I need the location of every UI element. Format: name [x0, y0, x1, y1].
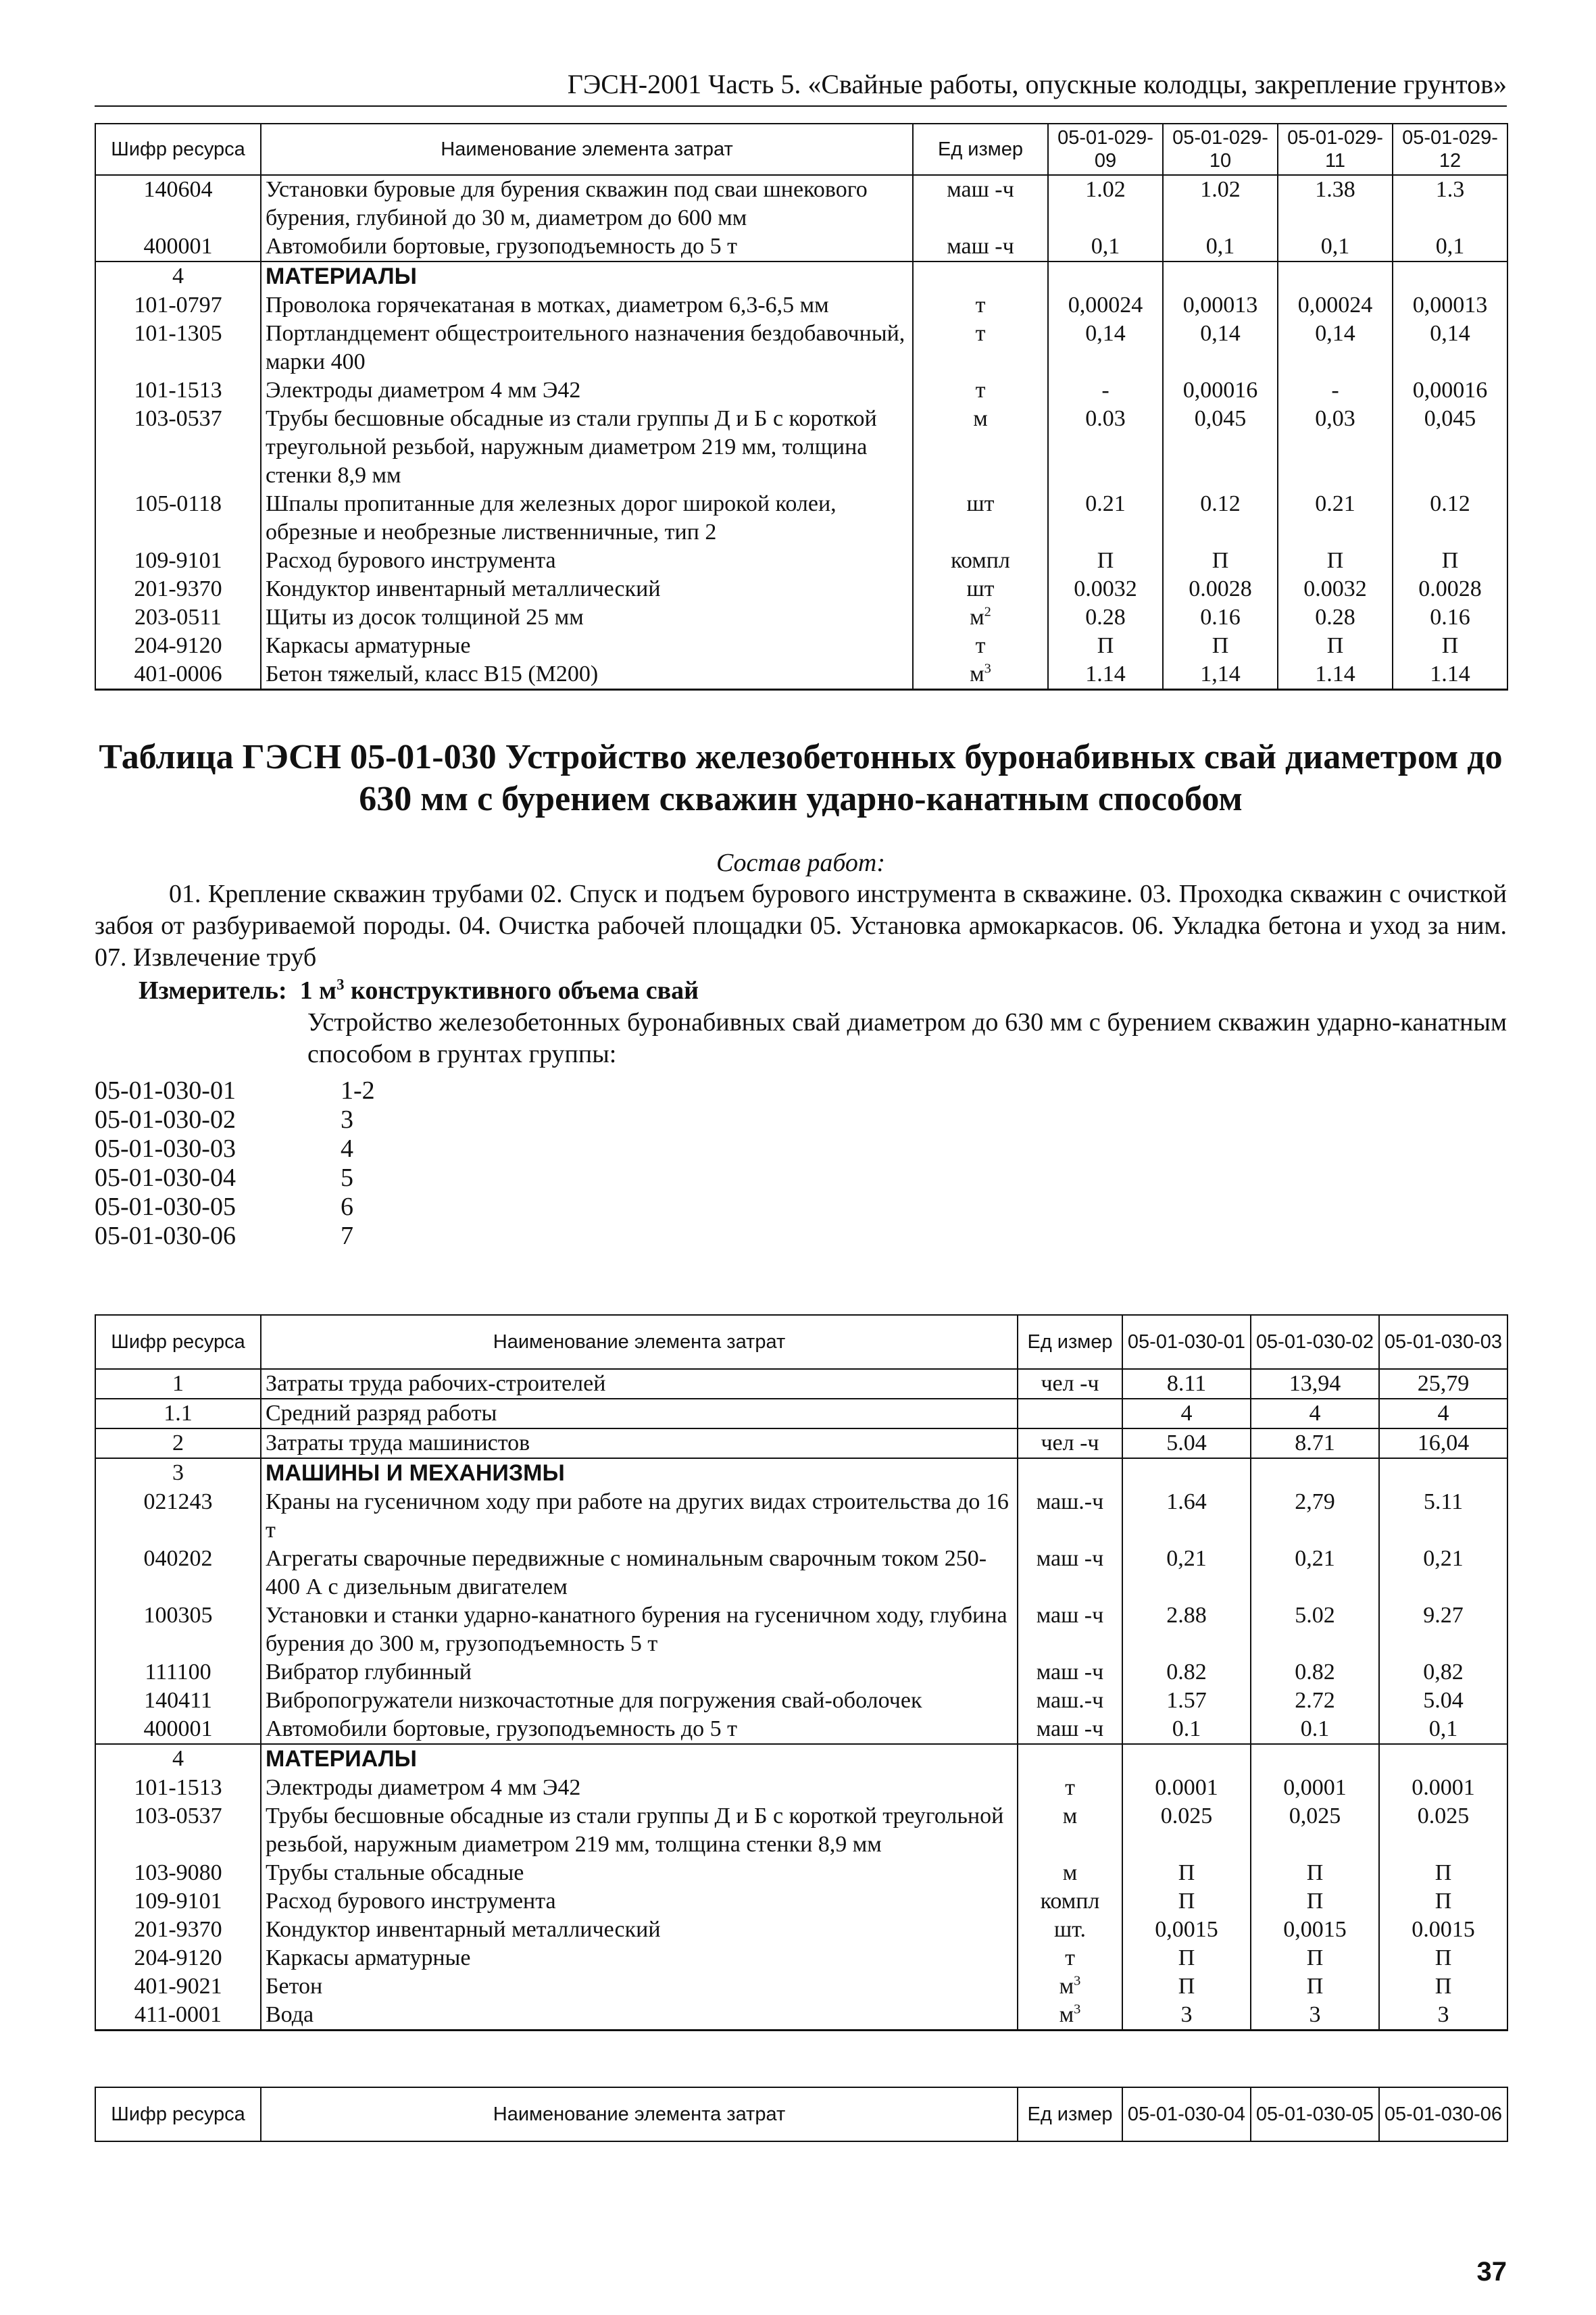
resource-code-cell: 105-0118 — [95, 490, 261, 547]
norm-value-cell: 5.04 — [1379, 1687, 1507, 1715]
resource-code-cell: 140411 — [95, 1687, 261, 1715]
norm-value-cell — [1251, 1744, 1379, 1774]
norm-value-cell: П — [1379, 1972, 1507, 2001]
norm-value-cell: П — [1251, 1972, 1379, 2001]
norm-value-cell: 1.64 — [1122, 1488, 1251, 1545]
unit-cell — [913, 262, 1048, 291]
unit-cell: маш -ч — [1018, 1601, 1122, 1658]
norm-value-cell: 1,14 — [1163, 660, 1278, 690]
resource-code-cell: 101-1513 — [95, 1774, 261, 1802]
norm-value-cell: 0.16 — [1393, 603, 1507, 632]
norm-value-cell: 8.11 — [1122, 1369, 1251, 1399]
col-header-name: Наименование элемента затрат — [261, 124, 913, 175]
section-heading-cell: МАШИНЫ И МЕХАНИЗМЫ — [261, 1458, 1018, 1488]
norm-value-cell: П — [1278, 547, 1393, 575]
norm-value-cell: 0,00013 — [1163, 291, 1278, 320]
unit-cell: маш -ч — [1018, 1658, 1122, 1687]
resource-code-cell: 4 — [95, 1744, 261, 1774]
norm-value-cell: 0,045 — [1393, 405, 1507, 490]
resource-code-cell: 040202 — [95, 1545, 261, 1601]
norm-value-cell: 0.0032 — [1048, 575, 1163, 603]
resource-code-cell: 400001 — [95, 232, 261, 262]
norm-value-cell: 0,82 — [1379, 1658, 1507, 1687]
norm-value-cell: 0,00016 — [1393, 376, 1507, 405]
unit-cell: чел -ч — [1018, 1369, 1122, 1399]
norm-value-cell — [1122, 1458, 1251, 1488]
col-header-norm: 05-01-030-01 — [1122, 1315, 1251, 1369]
header-rule — [95, 105, 1507, 107]
resource-name-cell: Затраты труда машинистов — [261, 1428, 1018, 1458]
resource-code-cell: 103-0537 — [95, 405, 261, 490]
table-row — [95, 632, 1507, 660]
norm-value-cell — [1251, 1458, 1379, 1488]
resource-code-cell: 103-9080 — [95, 1859, 261, 1887]
resource-name-cell: Автомобили бортовые, грузоподъемность до 5 т — [261, 232, 913, 262]
norm-value-cell: 1.14 — [1048, 660, 1163, 690]
resource-name-cell: Каркасы арматурные — [261, 1944, 1018, 1972]
norm-value-cell: П — [1393, 547, 1507, 575]
table-row — [95, 1774, 1507, 1802]
norm-value-cell: 2.72 — [1251, 1687, 1379, 1715]
resource-name-cell: Шпалы пропитанные для железных дорог широкой колеи, обрезные и необрезные лиственничные, тип 2 — [261, 490, 913, 547]
unit-cell: чел -ч — [1018, 1428, 1122, 1458]
unit-cell — [1018, 1744, 1122, 1774]
unit-cell: маш -ч — [1018, 1545, 1122, 1601]
col-header-code: Шифр ресурса — [95, 124, 261, 175]
table-row — [95, 1944, 1507, 1972]
table-row — [95, 1601, 1507, 1658]
resource-code-cell: 021243 — [95, 1488, 261, 1545]
resource-code-cell: 101-1305 — [95, 320, 261, 376]
unit-cell: маш -ч — [1018, 1715, 1122, 1744]
norm-description: Устройство железобетонных буронабивных свай диаметром до 630 мм с бурением скважин ударно-канатным способом в грунтах группы: — [307, 1008, 1507, 1068]
col-header-unit: Ед измер — [1018, 1315, 1122, 1369]
col-header-norm: 05-01-029-10 — [1163, 124, 1278, 175]
norm-value-cell: 9.27 — [1379, 1601, 1507, 1658]
table-row — [95, 1428, 1507, 1458]
resource-code-cell: 109-9101 — [95, 547, 261, 575]
norm-value-cell: 0,1 — [1163, 232, 1278, 262]
norm-value-cell: 16,04 — [1379, 1428, 1507, 1458]
col-header-code: Шифр ресурса — [95, 2087, 261, 2141]
norm-value-cell: 1.3 — [1393, 175, 1507, 232]
norm-value-cell: П — [1122, 1972, 1251, 2001]
meter-label: Измеритель: — [139, 976, 287, 1005]
unit-cell: т — [913, 632, 1048, 660]
composition-text: 01. Крепление скважин трубами 02. Спуск и подъем бурового инструмента в скважине. 03. Проходка скважин с очисткой забоя от разбуриваемой породы. 04. Очистка рабочей площадки 05. Установка армокаркасов. 06. Укладка бетона и уход за ним. 07. Извлечение труб — [95, 880, 1507, 972]
unit-cell: маш.-ч — [1018, 1488, 1122, 1545]
resource-code-cell: 400001 — [95, 1715, 261, 1744]
table-row — [95, 1458, 1507, 1488]
norm-value-cell: 0,14 — [1048, 320, 1163, 376]
table-header-row — [95, 2087, 1507, 2141]
resource-name-cell: Краны на гусеничном ходу при работе на других видах строительства до 16 т — [261, 1488, 1018, 1545]
resource-name-cell: Трубы бесшовные обсадные из стали группы Д и Б с короткой треугольной резьбой, наружным диаметром 219 мм, толщина стенки 8,9 мм — [261, 1802, 1018, 1859]
resource-name-cell: Установки и станки ударно-канатного бурения на гусеничном ходу, глубина бурения до 300 м, грузоподъемность 5 т — [261, 1601, 1018, 1658]
norm-value-cell — [1048, 262, 1163, 291]
resource-name-cell: Вода — [261, 2001, 1018, 2031]
norm-value-cell: 0.82 — [1122, 1658, 1251, 1687]
table-row — [95, 660, 1507, 690]
norm-value-cell: 4 — [1379, 1399, 1507, 1428]
col-header-norm: 05-01-030-02 — [1251, 1315, 1379, 1369]
norm-value-cell: П — [1048, 632, 1163, 660]
norm-value-cell: 25,79 — [1379, 1369, 1507, 1399]
resource-name-cell: Расход бурового инструмента — [261, 1887, 1018, 1916]
resource-code-cell: 109-9101 — [95, 1887, 261, 1916]
section-heading-cell: МАТЕРИАЛЫ — [261, 262, 913, 291]
norm-value-cell: П — [1379, 1859, 1507, 1887]
norm-value-cell: 0,1 — [1379, 1715, 1507, 1744]
norm-value-cell: 0.025 — [1379, 1802, 1507, 1859]
norm-value-cell: 0.0001 — [1122, 1774, 1251, 1802]
resource-code-cell: 411-0001 — [95, 2001, 261, 2031]
norm-value-cell: 0.0015 — [1379, 1916, 1507, 1944]
list-item: 05-01-030-03 4 — [95, 1135, 353, 1163]
unit-cell: $м^3$ — [1018, 2001, 1122, 2031]
table-row — [95, 575, 1507, 603]
unit-cell: шт — [913, 575, 1048, 603]
resource-code-cell: 201-9370 — [95, 575, 261, 603]
table-row — [95, 405, 1507, 490]
table-row — [95, 547, 1507, 575]
unit-cell: т — [1018, 1774, 1122, 1802]
unit-cell: маш -ч — [913, 175, 1048, 232]
table-row — [95, 490, 1507, 547]
resource-code-cell: 204-9120 — [95, 1944, 261, 1972]
norm-value-cell: 8.71 — [1251, 1428, 1379, 1458]
resource-table-030-a — [95, 1314, 1508, 2031]
norm-value-cell: 0.1 — [1251, 1715, 1379, 1744]
unit-cell: м — [913, 405, 1048, 490]
resource-code-cell: 111100 — [95, 1658, 261, 1687]
unit-cell — [1018, 1458, 1122, 1488]
table-row — [95, 1399, 1507, 1428]
norm-value-cell: П — [1393, 632, 1507, 660]
norm-value-cell: 5.02 — [1251, 1601, 1379, 1658]
norm-value-cell: П — [1251, 1887, 1379, 1916]
list-item: 05-01-030-05 6 — [95, 1193, 353, 1221]
resource-code-cell: 2 — [95, 1428, 261, 1458]
resource-code-cell: 3 — [95, 1458, 261, 1488]
table-row — [95, 1715, 1507, 1744]
list-item: 05-01-030-06 7 — [95, 1222, 353, 1250]
norm-value-cell: П — [1048, 547, 1163, 575]
resource-name-cell: Вибропогружатели низкочастотные для погружения свай-оболочек — [261, 1687, 1018, 1715]
resource-code-cell: 201-9370 — [95, 1916, 261, 1944]
resource-name-cell: Агрегаты сварочные передвижные с номинальным сварочным током 250-400 А с дизельным двигателем — [261, 1545, 1018, 1601]
table-row — [95, 262, 1507, 291]
norm-value-cell: 0.12 — [1163, 490, 1278, 547]
resource-code-cell: 203-0511 — [95, 603, 261, 632]
unit-cell: $м^3$ — [1018, 1972, 1122, 2001]
table-row — [95, 1488, 1507, 1545]
norm-value-cell: П — [1163, 547, 1278, 575]
unit-cell: шт. — [1018, 1916, 1122, 1944]
norm-value-cell: 0.28 — [1278, 603, 1393, 632]
resource-code-cell: 140604 — [95, 175, 261, 232]
table-row — [95, 603, 1507, 632]
col-header-norm: 05-01-029-09 — [1048, 124, 1163, 175]
table-row — [95, 1369, 1507, 1399]
resource-code-cell: 4 — [95, 262, 261, 291]
norm-code-list — [95, 1076, 375, 1251]
norm-value-cell: 2.88 — [1122, 1601, 1251, 1658]
norm-value-cell: 0.1 — [1122, 1715, 1251, 1744]
col-header-code: Шифр ресурса — [95, 1315, 261, 1369]
norm-value-cell — [1393, 262, 1507, 291]
norm-value-cell: 0,14 — [1393, 320, 1507, 376]
resource-code-cell: 101-1513 — [95, 376, 261, 405]
unit-cell: м — [1018, 1802, 1122, 1859]
norm-value-cell: 0.16 — [1163, 603, 1278, 632]
col-header-name: Наименование элемента затрат — [261, 2087, 1018, 2141]
norm-value-cell: 0.0028 — [1163, 575, 1278, 603]
page-number: 37 — [1476, 2257, 1507, 2287]
section-heading-cell: МАТЕРИАЛЫ — [261, 1744, 1018, 1774]
norm-value-cell: 0,21 — [1251, 1545, 1379, 1601]
col-header-unit: Ед измер — [1018, 2087, 1122, 2141]
list-item: 05-01-030-02 3 — [95, 1105, 353, 1134]
resource-name-cell: Каркасы арматурные — [261, 632, 913, 660]
norm-value-cell: П — [1278, 632, 1393, 660]
norm-value-cell: 0,1 — [1278, 232, 1393, 262]
table-row — [95, 1545, 1507, 1601]
table-row — [95, 175, 1507, 232]
table-row — [95, 1658, 1507, 1687]
unit-cell: маш -ч — [913, 232, 1048, 262]
resource-name-cell: Затраты труда рабочих-строителей — [261, 1369, 1018, 1399]
norm-value-cell: 0,1 — [1048, 232, 1163, 262]
resource-name-cell: Средний разряд работы — [261, 1399, 1018, 1428]
norm-value-cell: 1.38 — [1278, 175, 1393, 232]
table-row — [95, 1972, 1507, 2001]
col-header-norm: 05-01-030-04 — [1122, 2087, 1251, 2141]
unit-cell: т — [913, 376, 1048, 405]
norm-value-cell: 0.03 — [1048, 405, 1163, 490]
norm-value-cell: 0.0032 — [1278, 575, 1393, 603]
norm-value-cell: 0,025 — [1251, 1802, 1379, 1859]
resource-name-cell: Портландцемент общестроительного назначения бездобавочный, марки 400 — [261, 320, 913, 376]
norm-value-cell: 0,00013 — [1393, 291, 1507, 320]
resource-name-cell: Вибратор глубинный — [261, 1658, 1018, 1687]
norm-value-cell: 0,14 — [1278, 320, 1393, 376]
resource-code-cell: 103-0537 — [95, 1802, 261, 1859]
norm-value-cell: П — [1122, 1944, 1251, 1972]
unit-cell: компл — [1018, 1887, 1122, 1916]
norm-value-cell: П — [1251, 1859, 1379, 1887]
resource-name-cell: Бетон тяжелый, класс В15 (М200) — [261, 660, 913, 690]
norm-value-cell: П — [1251, 1944, 1379, 1972]
resource-code-cell: 204-9120 — [95, 632, 261, 660]
resource-name-cell: Электроды диаметром 4 мм Э42 — [261, 1774, 1018, 1802]
col-header-norm: 05-01-029-12 — [1393, 124, 1507, 175]
resource-code-cell: 401-0006 — [95, 660, 261, 690]
resource-code-cell: 1 — [95, 1369, 261, 1399]
unit-cell: $м^2$ — [913, 603, 1048, 632]
col-header-norm: 05-01-030-06 — [1379, 2087, 1507, 2141]
norm-value-cell: 5.04 — [1122, 1428, 1251, 1458]
col-header-unit: Ед измер — [913, 124, 1048, 175]
norm-value-cell: 2,79 — [1251, 1488, 1379, 1545]
norm-value-cell — [1163, 262, 1278, 291]
norm-value-cell: 0.21 — [1048, 490, 1163, 547]
norm-value-cell: П — [1122, 1859, 1251, 1887]
col-header-norm: 05-01-030-05 — [1251, 2087, 1379, 2141]
list-item: 05-01-030-04 5 — [95, 1164, 353, 1192]
norm-value-cell: П — [1122, 1887, 1251, 1916]
resource-code-cell: 1.1 — [95, 1399, 261, 1428]
table-row — [95, 232, 1507, 262]
col-header-name: Наименование элемента затрат — [261, 1315, 1018, 1369]
resource-name-cell: Щиты из досок толщиной 25 мм — [261, 603, 913, 632]
table-row — [95, 1859, 1507, 1887]
resource-name-cell: Расход бурового инструмента — [261, 547, 913, 575]
table-row — [95, 2001, 1507, 2031]
resource-name-cell: Установки буровые для бурения скважин под сваи шнекового бурения, глубиной до 30 м, диаметром до 600 мм — [261, 175, 913, 232]
norm-value-cell: 0.28 — [1048, 603, 1163, 632]
norm-value-cell: 1.14 — [1278, 660, 1393, 690]
norm-value-cell: 0.12 — [1393, 490, 1507, 547]
norm-value-cell — [1122, 1744, 1251, 1774]
norm-value-cell: 0.21 — [1278, 490, 1393, 547]
unit-cell: т — [913, 291, 1048, 320]
norm-value-cell: 0,00016 — [1163, 376, 1278, 405]
norm-value-cell: 4 — [1122, 1399, 1251, 1428]
table-row — [95, 291, 1507, 320]
table-row — [95, 1916, 1507, 1944]
norm-value-cell: 0,21 — [1122, 1545, 1251, 1601]
norm-value-cell: П — [1379, 1944, 1507, 1972]
unit-cell: т — [913, 320, 1048, 376]
norm-value-cell: 1.02 — [1048, 175, 1163, 232]
norm-value-cell: 4 — [1251, 1399, 1379, 1428]
norm-value-cell: П — [1163, 632, 1278, 660]
norm-value-cell: 3 — [1251, 2001, 1379, 2031]
list-item: 05-01-030-01 1-2 — [95, 1076, 375, 1105]
resource-name-cell: Электроды диаметром 4 мм Э42 — [261, 376, 913, 405]
norm-value-cell: 0,0015 — [1122, 1916, 1251, 1944]
norm-value-cell: - — [1048, 376, 1163, 405]
unit-cell — [1018, 1399, 1122, 1428]
running-header: ГЭСН-2001 Часть 5. «Свайные работы, опускные колодцы, закрепление грунтов» — [567, 69, 1507, 99]
norm-value-cell: 1.57 — [1122, 1687, 1251, 1715]
resource-table-029 — [95, 123, 1508, 691]
col-header-norm: 05-01-030-03 — [1379, 1315, 1507, 1369]
norm-value-cell: 3 — [1122, 2001, 1251, 2031]
resource-name-cell: Трубы бесшовные обсадные из стали группы Д и Б с короткой треугольной резьбой, наружным диаметром 219 мм, толщина стенки 8,9 мм — [261, 405, 913, 490]
norm-value-cell: 0,1 — [1393, 232, 1507, 262]
table-row — [95, 320, 1507, 376]
table-row — [95, 1687, 1507, 1715]
norm-value-cell: 0,21 — [1379, 1545, 1507, 1601]
composition-label: Состав работ: — [716, 849, 886, 877]
norm-value-cell: 1.14 — [1393, 660, 1507, 690]
norm-value-cell: 5.11 — [1379, 1488, 1507, 1545]
resource-name-cell: Кондуктор инвентарный металлический — [261, 575, 913, 603]
table-header-row — [95, 1315, 1507, 1369]
norm-value-cell: 0,045 — [1163, 405, 1278, 490]
resource-name-cell: Бетон — [261, 1972, 1018, 2001]
table-row — [95, 1744, 1507, 1774]
norm-value-cell: 3 — [1379, 2001, 1507, 2031]
norm-value-cell: 0,0001 — [1251, 1774, 1379, 1802]
unit-cell: м — [1018, 1859, 1122, 1887]
norm-value-cell: 0,00024 — [1048, 291, 1163, 320]
resource-name-cell: Автомобили бортовые, грузоподъемность до 5 т — [261, 1715, 1018, 1744]
table-row — [95, 1802, 1507, 1859]
resource-table-030-b — [95, 2087, 1508, 2142]
norm-value-cell: 13,94 — [1251, 1369, 1379, 1399]
meter-value: 1 $м^3$ конструктивного объема свай — [299, 976, 699, 1005]
norm-value-cell — [1278, 262, 1393, 291]
table-row — [95, 376, 1507, 405]
resource-name-cell: Проволока горячекатаная в мотках, диаметром 6,3-6,5 мм — [261, 291, 913, 320]
table-header-row — [95, 124, 1507, 175]
unit-cell: $м^3$ — [913, 660, 1048, 690]
table-title: Таблица ГЭСН 05-01-030 Устройство железобетонных буронабивных свай диаметром до 630 мм с бурением скважин ударно-канатным способом — [99, 738, 1503, 818]
resource-code-cell: 100305 — [95, 1601, 261, 1658]
norm-value-cell: 0,03 — [1278, 405, 1393, 490]
norm-value-cell: 0,00024 — [1278, 291, 1393, 320]
table-row — [95, 1887, 1507, 1916]
norm-value-cell: П — [1379, 1887, 1507, 1916]
col-header-norm: 05-01-029-11 — [1278, 124, 1393, 175]
resource-code-cell: 401-9021 — [95, 1972, 261, 2001]
norm-value-cell — [1379, 1458, 1507, 1488]
unit-cell: маш.-ч — [1018, 1687, 1122, 1715]
norm-value-cell: 0.0001 — [1379, 1774, 1507, 1802]
unit-cell: компл — [913, 547, 1048, 575]
resource-name-cell: Кондуктор инвентарный металлический — [261, 1916, 1018, 1944]
norm-value-cell: 0,14 — [1163, 320, 1278, 376]
unit-cell: шт — [913, 490, 1048, 547]
norm-value-cell: 0.025 — [1122, 1802, 1251, 1859]
unit-cell: т — [1018, 1944, 1122, 1972]
meter-line — [139, 975, 699, 1007]
norm-value-cell: 0.0028 — [1393, 575, 1507, 603]
norm-value-cell: - — [1278, 376, 1393, 405]
resource-code-cell: 101-0797 — [95, 291, 261, 320]
norm-value-cell: 0,0015 — [1251, 1916, 1379, 1944]
resource-name-cell: Трубы стальные обсадные — [261, 1859, 1018, 1887]
norm-value-cell — [1379, 1744, 1507, 1774]
norm-value-cell: 0.82 — [1251, 1658, 1379, 1687]
norm-value-cell: 1.02 — [1163, 175, 1278, 232]
